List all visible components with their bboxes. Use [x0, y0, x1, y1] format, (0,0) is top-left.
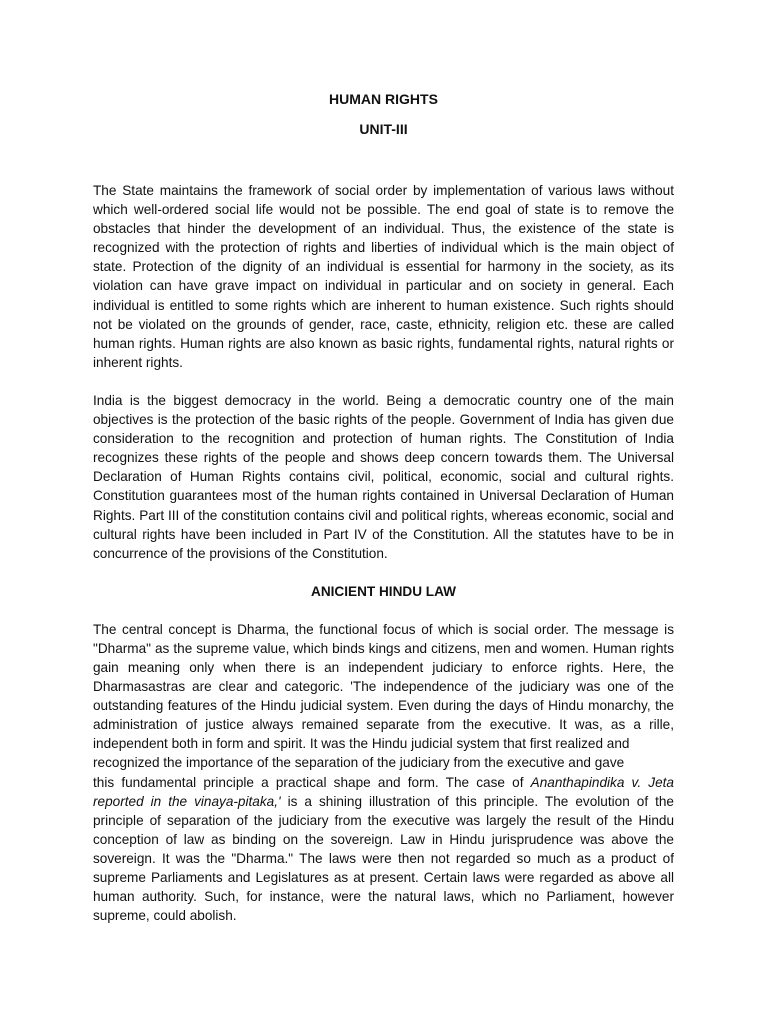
- document-title: HUMAN RIGHTS: [329, 91, 438, 107]
- paragraph-dharma: [93, 620, 674, 926]
- case-citation: Ananthapindika v. Jeta reported in the vinaya-pitaka,': [93, 774, 674, 809]
- paragraph-dharma-part-a: The central concept is Dharma, the functional focus of which is social order. The message is "Dharma" as the supreme value, which binds kings and citizens, men and women. Human rights gain meaning only when there is an independent judiciary to enforce rights. Here, the Dharmasastras are clear and categoric. 'The independence of the judiciary was one of the outstanding features of the Hindu judicial system. Even during the days of Hindu monarchy, the administration of justice always remained separate from the executive. It was, as a rille, independent both in form and spirit. It was the Hindu judicial system that first realized and: [93, 621, 674, 752]
- unit-heading: UNIT-III: [359, 121, 408, 137]
- paragraph-india-democracy: India is the biggest democracy in the world. Being a democratic country one of the main objectives is the protection of the basic rights of the people. Government of India has given due consideration to the recognition and protection of human rights. The Constitution of India recognizes these rights of the people and shows deep concern towards them. The Universal Declaration of Human Rights contains civil, political, economic, social and cultural rights. Constitution guarantees most of the human rights contained in Universal Declaration of Human Rights. Part III of the constitution contains civil and political rights, whereas economic, social and cultural rights have been included in Part IV of the Constitution. All the statutes have to be in concurrence of the provisions of the Constitution.: [93, 392, 674, 561]
- document-page: [93, 86, 674, 925]
- paragraph-dharma-part-c: [93, 773, 674, 926]
- section-heading-hindu-law: ANICIENT HINDU LAW: [311, 583, 456, 599]
- paragraph-state-framework: The State maintains the framework of social order by implementation of various laws without which well-ordered social life would not be possible. The end goal of state is to remove the obstacles that hinder the development of an individual. Thus, the existence of the state is recognized with the protection of rights and liberties of individual which is the main object of state. Protection of the dignity of an individual is essential for harmony in the society, as its violation can have grave impact on individual in particular and on society in general. Each individual is entitled to some rights which are inherent to human existence. Such rights should not be violated on the grounds of gender, race, caste, ethnicity, religion etc. these are called human rights. Human rights are also known as basic rights, fundamental rights, natural rights or inherent rights.: [93, 183, 674, 370]
- paragraph-dharma-part-c-lead: this fundamental principle a practical shape and form. The case of: [93, 774, 531, 790]
- paragraph-dharma-line-b: recognized the importance of the separation of the judiciary from the executive and gave: [93, 755, 625, 771]
- paragraph-dharma-part-c-rest: is a shining illustration of this principle. The evolution of the principle of separation of the judiciary from the executive was largely the result of the Hindu conception of law as binding on the sovereign. Law in Hindu jurisprudence was above the sovereign. It was the "Dharma." The laws were then not regarded so much as a product of supreme Parliaments and Legislatures as at present. Certain laws were regarded as above all human authority. Such, for instance, were the natural laws, which no Parliament, however supreme, could abolish.: [93, 793, 674, 924]
